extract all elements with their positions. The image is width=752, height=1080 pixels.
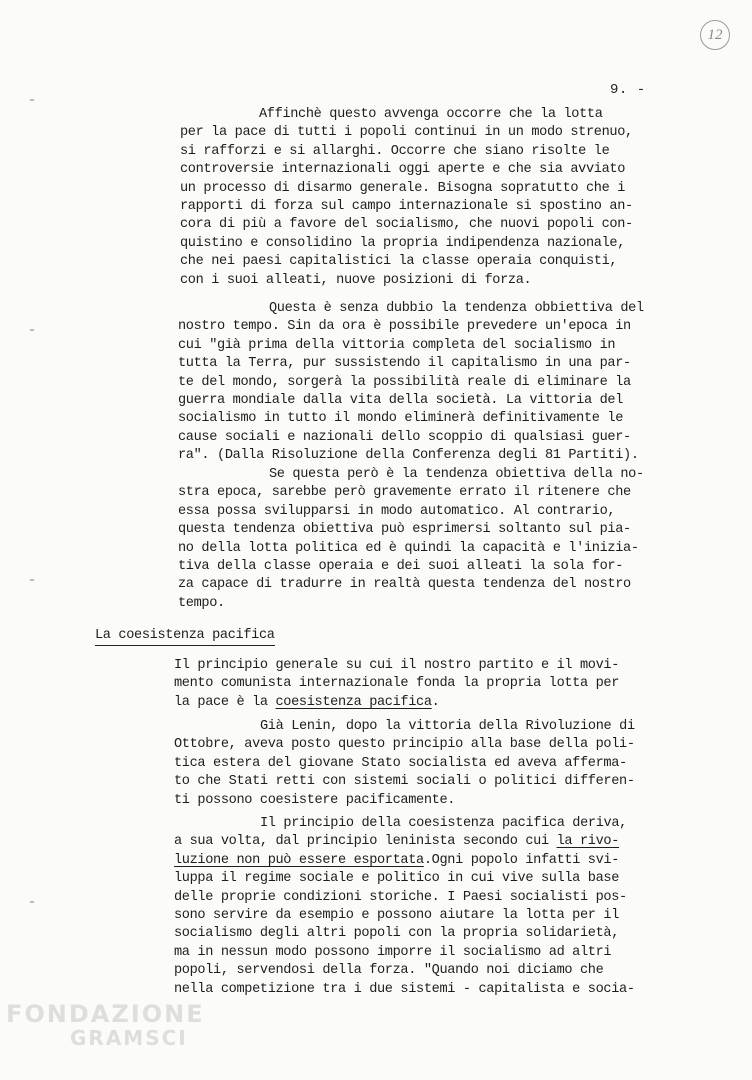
text-line: Affinchè questo avvenga occorre che la lotta (259, 107, 603, 122)
text-line (174, 833, 635, 851)
text-line: socialismo degli altri popoli con la propria solidarietà, (174, 926, 620, 942)
text-line: mento comunista internazionale fonda la propria lotta per (174, 676, 620, 692)
text-line: tiva della classe operaia e dei suoi alleati la sola for- (178, 558, 624, 574)
text-line: to che Stati retti con sistemi sociali o politici differen- (174, 774, 635, 790)
text-fragment: .Ogni popolo infatti svi- (423, 852, 620, 868)
text-line: tica estera del giovane Stato socialista ed aveva afferma- (174, 755, 627, 771)
watermark-line-1: FONDAZIONE (6, 1000, 205, 1028)
folio-stamp: 12 (700, 20, 730, 50)
text-line: Se questa però è la tendenza obiettiva della no- (269, 467, 644, 482)
underlined-phrase: luzione non può essere esportata (174, 852, 424, 868)
text-line: luppa il regime sociale e politico in cui vive sulla base (174, 871, 620, 887)
text-line: Già Lenin, dopo la vittoria della Rivoluzione di (260, 719, 635, 734)
paragraph (174, 657, 619, 712)
text-line: ti possono coesistere pacificamente. (174, 792, 456, 808)
text-line: un processo di disarmo generale. Bisogna sopratutto che i (180, 180, 626, 196)
paragraph (174, 815, 635, 999)
paragraph (180, 106, 633, 290)
text-line: socialismo in tutto il mondo eliminerà definitivamente le (178, 411, 624, 427)
text-line: si rafforzi e si allarghi. Occorre che siano risolte le (180, 143, 610, 159)
text-line: ma in nessun modo possono imporre il socialismo ad altri (174, 944, 612, 960)
text-line: nella competizione tra i due sistemi - capitalista e socia- (174, 981, 635, 997)
margin-mark (30, 901, 34, 903)
text-fragment: la pace è la (174, 694, 276, 710)
text-line: Il principio della coesistenza pacifica deriva, (260, 816, 627, 831)
margin-mark (30, 329, 34, 331)
text-line: sono servire da esempio e possono aiutare la lotta per il (174, 907, 620, 923)
text-line: ra". (Dalla Risoluzione della Conferenza degli 81 Partiti). (178, 448, 639, 464)
underlined-term: coesistenza pacifica (275, 694, 432, 710)
paragraph (178, 300, 644, 466)
text-line: per la pace di tutti i popoli continui in un modo strenuo, (180, 125, 633, 141)
text-line: te del mondo, sorgerà la possibilità reale di eliminare la (178, 374, 631, 390)
text-line: nostro tempo. Sin da ora è possibile prevedere un'epoca in (178, 319, 631, 335)
watermark-line-2: GRAMSCI (70, 1026, 188, 1050)
paragraph (178, 466, 644, 613)
section-heading-text: La coesistenza pacifica (95, 628, 275, 646)
text-line: Il principio generale su cui il nostro partito e il movi- (174, 658, 620, 673)
text-line: cause sociali e nazionali dello scoppio di qualsiasi guer- (178, 429, 631, 445)
text-line (174, 694, 619, 712)
text-line: stra epoca, sarebbe però gravemente errato il ritenere che (178, 485, 631, 501)
margin-mark (30, 99, 34, 101)
text-line: cora di più a favore del socialismo, che nuovi popoli con- (180, 217, 633, 233)
text-line: tutta la Terra, pur sussistendo il capitalismo in una par- (178, 356, 631, 372)
text-line: Ottobre, aveva posto questo principio alla base della poli- (174, 737, 635, 753)
text-line (174, 852, 635, 870)
text-line: tempo. (178, 595, 225, 611)
text-line: no della lotta politica ed è quindi la capacità e l'inizia- (178, 540, 639, 556)
text-fragment: . (431, 694, 440, 710)
text-fragment: a sua volta, dal principio leninista secondo cui (174, 834, 557, 850)
text-line: questa tendenza obiettiva può esprimersi soltanto sul pia- (178, 522, 631, 538)
underlined-phrase: la rivo- (556, 834, 620, 850)
margin-mark (30, 579, 34, 581)
text-line: delle proprie condizioni storiche. I Paesi socialisti pos- (174, 889, 627, 905)
section-heading (95, 628, 275, 643)
text-line: quistino e consolidino la propria indipendenza nazionale, (180, 235, 626, 251)
text-line: controversie internazionali oggi aperte e che sia avviato (180, 162, 626, 178)
text-line: Questa è senza dubbio la tendenza obbiettiva del (269, 301, 644, 316)
text-line: essa possa svilupparsi in modo automatico. Al contrario, (178, 503, 616, 519)
page-number: 9. - (610, 82, 646, 98)
text-line: za capace di tradurre in realtà questa tendenza del nostro (178, 577, 631, 593)
text-line: che nei paesi capitalistici la classe operaia conquisti, (180, 254, 618, 270)
text-line: guerra mondiale dalla vita della società. La vittoria del (178, 392, 624, 408)
text-line: popoli, servendosi della forza. "Quando noi diciamo che (174, 963, 604, 979)
paragraph (174, 718, 635, 810)
text-line: con i suoi alleati, nuove posizioni di forza. (180, 272, 532, 288)
text-line: rapporti di forza sul campo internazionale si spostino an- (180, 198, 633, 214)
text-line: cui "già prima della vittoria completa del socialismo in (178, 337, 616, 353)
